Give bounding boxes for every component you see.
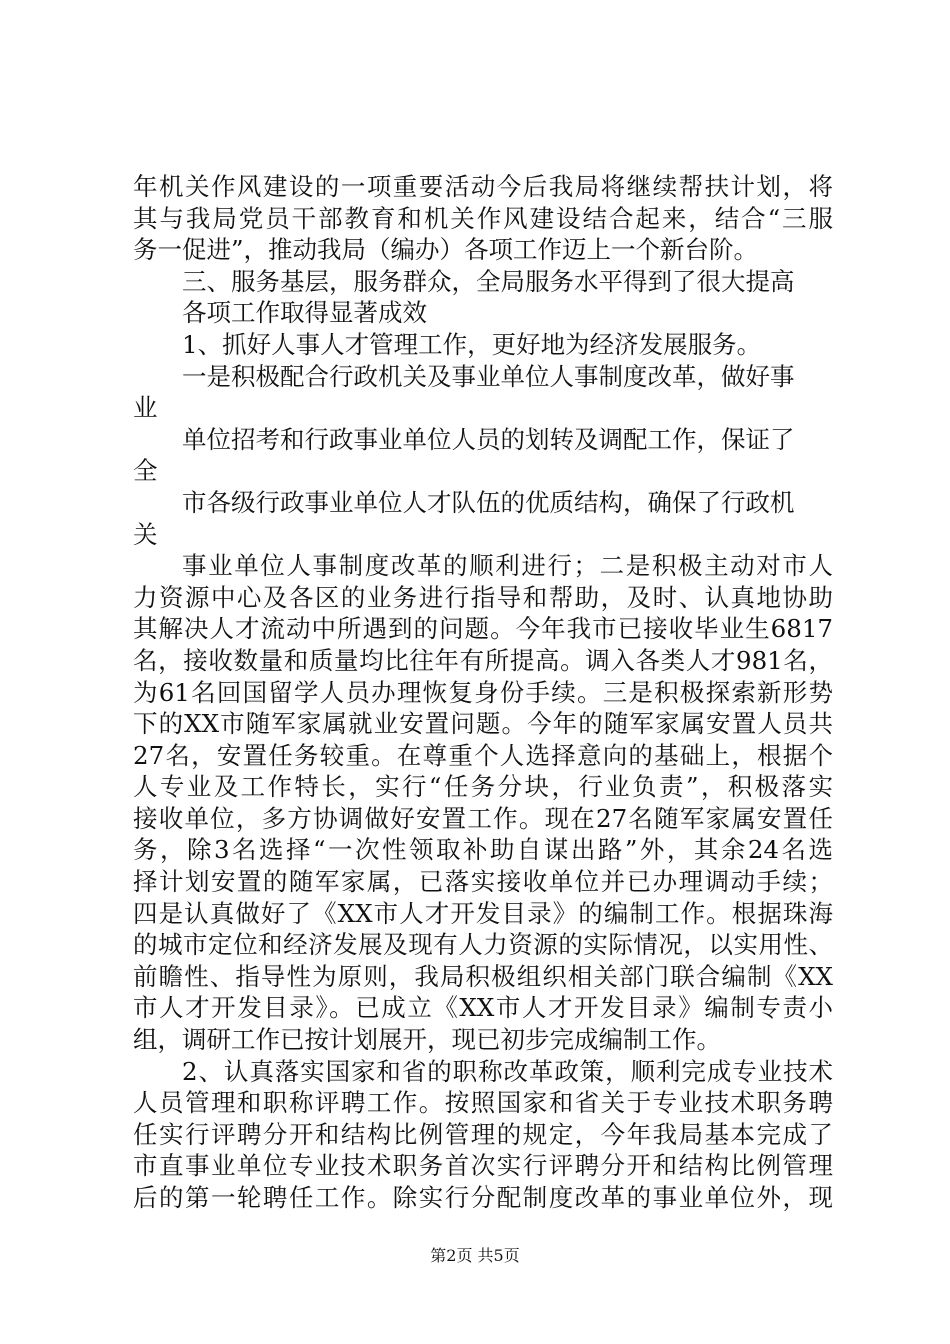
text-line: 单位招考和行政事业单位人员的划转及调配工作，保证了 — [182, 424, 795, 454]
document-body — [133, 171, 833, 1214]
text-line: 名，接收数量和质量均比往年有所提高。调入各类人才981名， — [133, 645, 833, 675]
text-line: 全 — [133, 456, 158, 486]
text-line: 下的XX市随军家属就业安置问题。今年的随军家属安置人员共 — [133, 709, 833, 739]
text-line: 其与我局党员干部教育和机关作风建设结合起来，结合“三服 — [133, 203, 833, 233]
text-line: 一是积极配合行政机关及事业单位人事制度改革，做好事 — [182, 361, 795, 391]
text-line: 为61名回国留学人员办理恢复身份手续。三是积极探索新形势 — [133, 677, 833, 707]
text-line: 接收单位，多方协调做好安置工作。现在27名随军家属安置任 — [133, 803, 833, 833]
text-line: 各项工作取得显著成效 — [182, 298, 427, 328]
text-line: 择计划安置的随军家属，已落实接收单位并已办理调动手续； — [133, 867, 833, 897]
text-line: 人专业及工作特长，实行“任务分块，行业负责”，积极落实 — [133, 772, 833, 802]
text-line: 力资源中心及各区的业务进行指导和帮助，及时、认真地协助 — [133, 582, 833, 612]
text-line: 年机关作风建设的一项重要活动今后我局将继续帮扶计划，将 — [133, 172, 833, 201]
text-line: 事业单位人事制度改革的顺利进行；二是积极主动对市人 — [182, 551, 833, 581]
text-line: 关 — [133, 519, 158, 549]
text-line: 的城市定位和经济发展及现有人力资源的实际情况，以实用性、 — [133, 930, 833, 960]
text-line: 1、抓好人事人才管理工作，更好地为经济发展服务。 — [182, 329, 762, 359]
text-line: 三、服务基层，服务群众，全局服务水平得到了很大提高 — [182, 266, 795, 296]
text-line: 四是认真做好了《XX市人才开发目录》的编制工作。根据珠海 — [133, 898, 833, 928]
text-line: 市人才开发目录》。已成立《XX市人才开发目录》编制专责小 — [133, 993, 833, 1023]
text-line: 后的第一轮聘任工作。除实行分配制度改革的事业单位外，现 — [133, 1183, 833, 1212]
text-line: 27名，安置任务较重。在尊重个人选择意向的基础上，根据个 — [133, 740, 833, 770]
text-line: 任实行评聘分开和结构比例管理的规定，今年我局基本完成了 — [133, 1119, 833, 1149]
text-line: 务一促进”，推动我局（编办）各项工作迈上一个新台阶。 — [133, 235, 759, 265]
text-line: 业 — [133, 393, 158, 423]
text-line: 2、认真落实国家和省的职称改革政策，顺利完成专业技术 — [182, 1056, 833, 1086]
text-line: 市直事业单位专业技术职务首次实行评聘分开和结构比例管理 — [133, 1151, 833, 1181]
text-line: 人员管理和职称评聘工作。按照国家和省关于专业技术职务聘 — [133, 1088, 833, 1118]
page-footer: 第2页 共5页 — [430, 1246, 520, 1265]
text-line: 其解决人才流动中所遇到的问题。今年我市已接收毕业生6817 — [133, 614, 833, 644]
text-line: 组，调研工作已按计划展开，现已初步完成编制工作。 — [133, 1025, 721, 1055]
text-line: 市各级行政事业单位人才队伍的优质结构，确保了行政机 — [182, 487, 795, 517]
text-line: 前瞻性、指导性为原则，我局积极组织相关部门联合编制《XX — [133, 961, 833, 991]
text-line: 务，除3名选择“一次性领取补助自谋出路”外，其余24名选 — [133, 835, 833, 865]
